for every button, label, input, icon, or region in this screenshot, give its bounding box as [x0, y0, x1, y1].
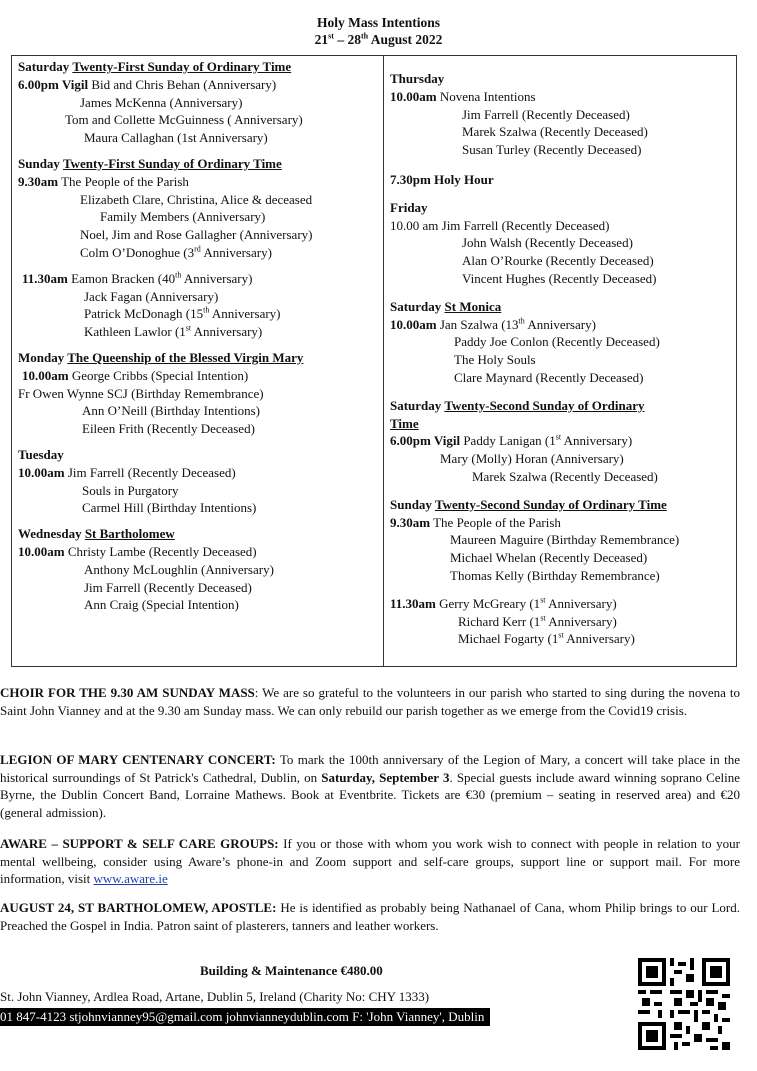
- notice-st-bartholomew: AUGUST 24, ST BARTHOLOMEW, APOSTLE: He is identified as probably being Nathanael of Cana, whom Philip brings to our Lord. Preached the Gospel in India. Patron saint of plasterers, tanners and leather workers.: [0, 900, 740, 933]
- notice-legion-concert: LEGION OF MARY CENTENARY CONCERT: To mark the 100th anniversary of the Legion of Mary, a concert will take place in the historical surroundings of St Patrick's Cathedral, Dublin, on Saturday, September 3. Special guests include award winning soprano Celine Byrne, the Dublin Concert Band, Lorraine Mathews. Book at Eventbrite. Tickets are €30 (premium – seating in reserved area) and €20 (general admission).: [0, 752, 740, 820]
- saturday-vigil-block: Saturday Twenty-First Sunday of Ordinary Time 6.00pm Vigil Bid and Chris Behan (Anniversary) James McKenna (Anniversary) Tom and Collette McGuinness ( Anniversary) Maura Callaghan (1st Anniversary): [18, 59, 303, 146]
- notice-choir: CHOIR FOR THE 9.30 AM SUNDAY MASS: We are so grateful to the volunteers in our parish who started to sing during the novena to Saint John Vianney and at the 9.30 am Sunday mass. We can only rebuild our parish together as we emerge from the Covid19 crisis.: [0, 685, 740, 718]
- wednesday-block: Wednesday St Bartholomew 10.00am Christy Lambe (Recently Deceased) Anthony McLoughlin (Anniversary) Jim Farrell (Recently Deceased) Ann Craig (Special Intention): [18, 526, 274, 613]
- sunday-22-1130-block: 11.30am Gerry McGreary (1st Anniversary) Richard Kerr (1st Anniversary) Michael Fogarty (1st Anniversary): [390, 595, 635, 647]
- sunday-22-block: Sunday Twenty-Second Sunday of Ordinary Time 9.30am The People of the Parish Maureen Maguire (Birthday Remembrance) Michael Whelan (Recently Deceased) Thomas Kelly (Birthday Remembrance): [390, 496, 680, 583]
- right-column: [390, 70, 734, 648]
- notice-aware: AWARE – SUPPORT & SELF CARE GROUPS: If you or those with whom you work wish to connect with people in relation to your mental wellbeing, consider using Aware’s phone-in and Zoom support and self-care groups, support line or support mail. For more information, visit www.aware.ie: [0, 836, 740, 887]
- st-monica-block: Saturday St Monica 10.00am Jan Szalwa (13th Anniversary) Paddy Joe Conlon (Recently Deceased) The Holy Souls Clare Maynard (Recently Deceased): [390, 298, 660, 385]
- tuesday-block: Tuesday 10.00am Jim Farrell (Recently Deceased) Souls in Purgatory Carmel Hill (Birthday Intentions): [18, 446, 257, 516]
- contact-bar: 01 847-4123 stjohnvianney95@gmail.com johnvianneydublin.com F: 'John Vianney', Dublin: [0, 1008, 490, 1026]
- thursday-block: Thursday 10.00am Novena Intentions Jim Farrell (Recently Deceased) Marek Szalwa (Recently Deceased) Susan Turley (Recently Deceased): [390, 71, 648, 158]
- parish-address: St. John Vianney, Ardlea Road, Artane, Dublin 5, Ireland (Charity No: CHY 1333): [0, 989, 430, 1004]
- sunday-1130-block: 11.30am Eamon Bracken (40th Anniversary) Jack Fagan (Anniversary) Patrick McDonagh (15th Anniversary) Kathleen Lawlor (1st Anniversary): [22, 270, 281, 340]
- aware-link[interactable]: www.aware.ie: [93, 871, 168, 887]
- qr-code-icon: [638, 958, 730, 1050]
- sunday-block: Sunday Twenty-First Sunday of Ordinary Time 9.30am The People of the Parish Elizabeth Clare, Christina, Alice & deceased Family Members (Anniversary) Noel, Jim and Rose Gallagher (Anniversary) Colm O’Donoghue (3rd Anniversary): [18, 155, 313, 260]
- saturday-vigil-22-block: Saturday Twenty-Second Sunday of Ordinary Time 6.00pm Vigil Paddy Lanigan (1st Anniversary) Mary (Molly) Horan (Anniversary) Marek Szalwa (Recently Deceased): [390, 397, 658, 484]
- left-column: [18, 58, 380, 614]
- monday-block: Monday The Queenship of the Blessed Virgin Mary 10.00am George Cribbs (Special Intention) Fr Owen Wynne SCJ (Birthday Remembrance) Ann O’Neill (Birthday Intentions) Eileen Frith (Recently Deceased): [18, 349, 304, 437]
- friday-block: Friday 10.00 am Jim Farrell (Recently Deceased) John Walsh (Recently Deceased) Alan O’Rourke (Recently Deceased) Vincent Hughes (Recently Deceased): [390, 199, 657, 286]
- column-divider: [383, 55, 384, 667]
- date-range: 21st – 28th August 2022: [314, 31, 443, 47]
- building-maintenance: Building & Maintenance €480.00: [200, 963, 383, 978]
- page-title: Holy Mass Intentions: [316, 15, 441, 30]
- holy-hour: 7.30pm Holy Hour: [390, 171, 494, 187]
- page-header: [0, 14, 757, 48]
